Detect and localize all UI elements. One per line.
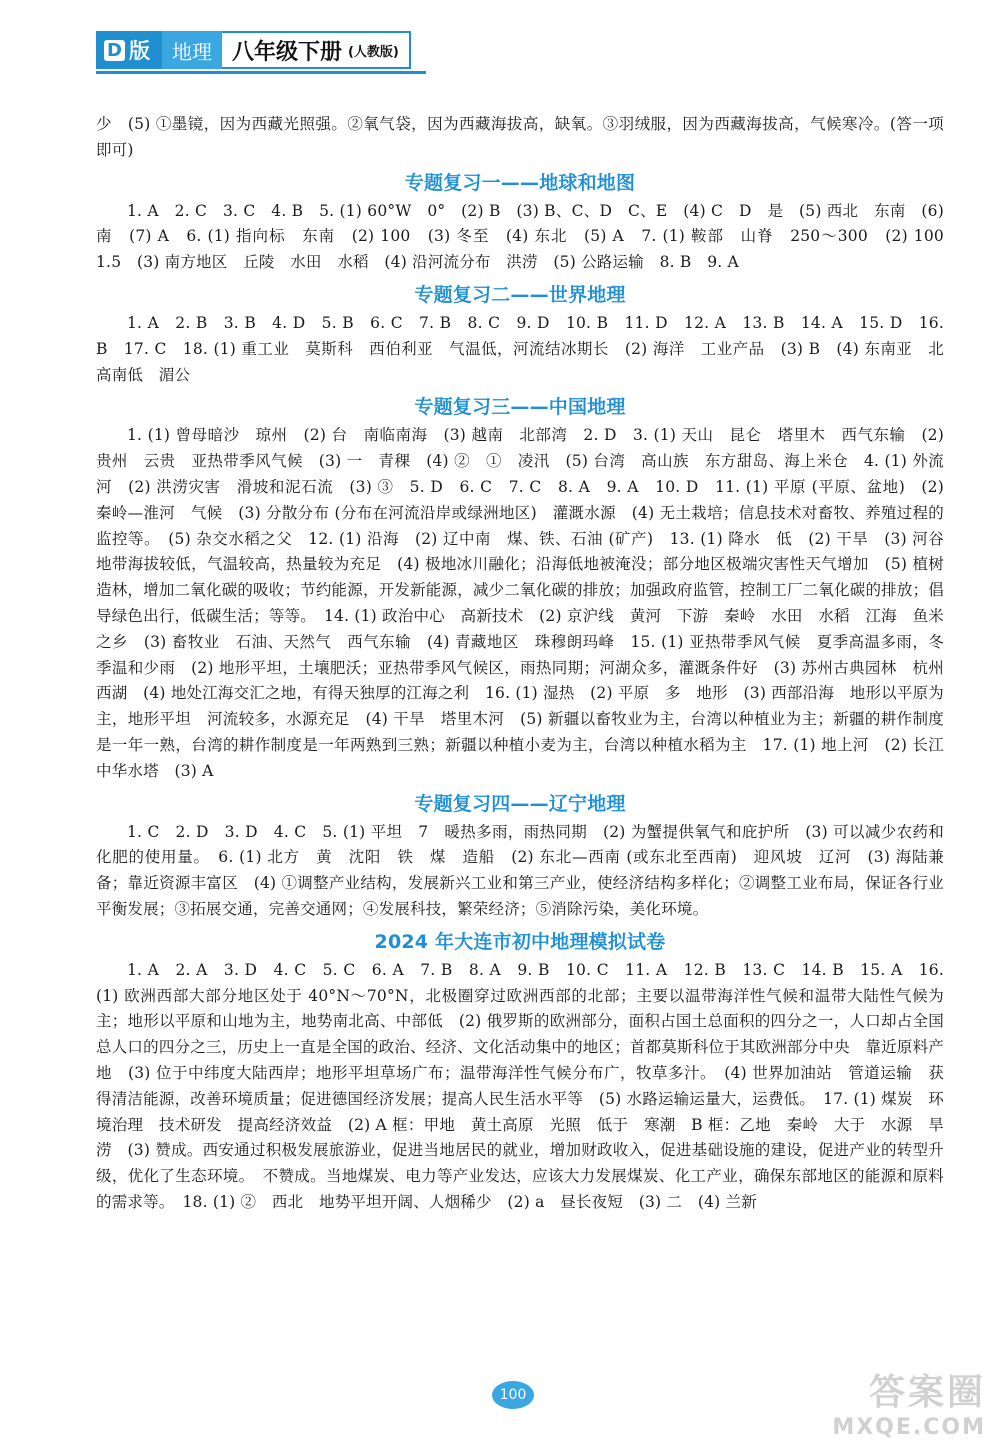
- grade-label: [222, 31, 411, 69]
- badge-letter: D: [104, 40, 125, 61]
- watermark: [832, 1364, 986, 1440]
- header-underline: [96, 71, 426, 74]
- answer-content: [96, 112, 960, 1216]
- subject-label: 地理: [162, 31, 222, 69]
- watermark-url: MXQE.COM: [832, 1415, 986, 1440]
- watermark-logo-text: 答案圈: [868, 1372, 986, 1413]
- section-answers: 1. A 2. C 3. C 4. B 5. (1) 60°W 0° (2) B (3) B、C、D C、E (4) C D 是 (5) 西北 东南 (6) 南 (7) A 6. (1) 指向标 东南 (2) 100 (3) 冬至 (4) 东北 (5) A 7. (1) 鞍部 山脊 250～300 (2) 100 1.5 (3) 南方地区 丘陵 水田 水稻 (4) 沿河流分布 洪涝 (5) 公路运输 8. B 9. A: [96, 201, 960, 272]
- section-title: 2024 年大连市初中地理模拟试卷: [374, 930, 666, 953]
- page-header: [96, 31, 411, 69]
- section-answers: 1. A 2. A 3. D 4. C 5. C 6. A 7. B 8. A 9. B 10. C 11. A 12. B 13. C 14. B 15. A 16. (1) 欧洲西部大部分地区处于 40°N～70°N，北极圈穿过欧洲西部的北部；主要以温带海洋性气候和温带大陆性气候为主；地形以平原和山地为主，地势南北高、中部低 (2) 俄罗斯的欧洲部分，面积占国土总面积的四分之一，人口却占全国总人口的四分之三，历史上一直是全国的政治、经济、文化活动集中的地区；首都莫斯科位于其欧洲部分中央 靠近原料产地 (3) 位于中纬度大陆西岸；地形平坦草场广布；温带海洋性气候分布广，牧草多汁。 (4) 世界加油站 管道运输 获得清洁能源，改善环境质量；促进德国经济发展；提高人民生活水平等 (5) 水路运输运量大，运费低。 17. (1) 煤炭 环境治理 技术研发 提高经济效益 (2) A 框：甲地 黄土高原 光照 低于 寒潮 B 框：乙地 秦岭 大于 水源 旱涝 (3) 赞成。西安通过积极发展旅游业，促进当地居民的就业，增加财政收入，促进基础设施的建设，促进产业的转型升级，优化了生态环境。 不赞成。当地煤炭、电力等产业发达，应该大力发展煤炭、化工产业，确保东部地区的能源和原料的需求等。 18. (1) ② 西北 地势平坦开阔、人烟稀少 (2) a 昼长夜短 (3) 二 (4) 兰新: [96, 960, 944, 1211]
- edition-badge: [96, 31, 162, 69]
- section-title: 专题复习二——世界地理: [414, 283, 626, 306]
- section-title: 专题复习四——辽宁地理: [414, 792, 626, 815]
- section-title: 专题复习一——地球和地图: [404, 171, 636, 194]
- badge-text: 版: [128, 39, 150, 63]
- page-number: 100: [492, 1381, 534, 1409]
- section-answers: 1. (1) 曾母暗沙 琼州 (2) 台 南临南海 (3) 越南 北部湾 2. D 3. (1) 天山 昆仑 塔里木 西气东输 (2) 贵州 云贵 亚热带季风气候 (3) 一 青稞 (4) ② ① 凌汛 (5) 台湾 高山族 东方甜岛、海上米仓 4. (1) 外流河 (2) 洪涝灾害 滑坡和泥石流 (3) ③ 5. D 6. C 7. C 8. A 9. A 10. D 11. (1) 平原 (平原、盆地) (2) 秦岭—淮河 气候 (3) 分散分布 (分布在河流沿岸或绿洲地区) 灌溉水源 (4) 无土栽培；信息技术对畜牧、养殖过程的监控等。 (5) 杂交水稻之父 12. (1) 沿海 (2) 辽中南 煤、铁、石油 (矿产) 13. (1) 降水 低 (2) 干旱 (3) 河谷地带海拔较低，气温较高，热量较为充足 (4) 极地冰川融化；沿海低地被淹没；部分地区极端灾害性天气增加 (5) 植树造林，增加二氧化碳的吸收；节约能源，开发新能源，减少二氧化碳的排放；加强政府监管，控制工厂二氧化碳的排放；倡导绿色出行，低碳生活；等等。 14. (1) 政治中心 高新技术 (2) 京沪线 黄河 下游 秦岭 水田 水稻 江海 鱼米之乡 (3) 畜牧业 石油、天然气 西气东输 (4) 青藏地区 珠穆朗玛峰 15. (1) 亚热带季风气候 夏季高温多雨，冬季温和少雨 (2) 地形平坦，土壤肥沃；亚热带季风气候区，雨热同期；河湖众多，灌溉条件好 (3) 苏州古典园林 杭州西湖 (4) 地处江海交汇之地，有得天独厚的江海之利 16. (1) 湿热 (2) 平原 多 地形 (3) 西部沿海 地形以平原为主，地形平坦 河流较多，水源充足 (4) 干旱 塔里木河 (5) 新疆以畜牧业为主，台湾以种植业为主；新疆的耕作制度是一年一熟，台湾的耕作制度是一年两熟到三熟；新疆以种植小麦为主，台湾以种植水稻为主 17. (1) 地上河 (2) 长江 中华水塔 (3) A: [96, 426, 960, 780]
- section-answers: 1. C 2. D 3. D 4. C 5. (1) 平坦 7 暖热多雨，雨热同期 (2) 为蟹提供氧气和庇护所 (3) 可以减少农药和化肥的使用量。 6. (1) 北方 黄 沈阳 铁 煤 造船 (2) 东北—西南 (或东北至西南) 迎风坡 辽河 (3) 海陆兼备；靠近资源丰富区 (4) ①调整产业结构，发展新兴工业和第三产业，使经济结构多样化；②调整工业布局，保证各行业平衡发展；③拓展交通，完善交通网；④发展科技，繁荣经济；⑤消除污染，美化环境。: [96, 822, 944, 918]
- section-title: 专题复习三——中国地理: [414, 396, 626, 419]
- section-answers: 1. A 2. B 3. B 4. D 5. B 6. C 7. B 8. C 9. D 10. B 11. D 12. A 13. B 14. A 15. D 16. B 17. C 18. (1) 重工业 莫斯科 西伯利亚 气温低，河流结冰期长 (2) 海洋 工业产品 (3) B (4) 东南亚 北高南低 湄公: [96, 313, 944, 384]
- intro-paragraph: 少 (5) ①墨镜，因为西藏光照强。②氧气袋，因为西藏海拔高，缺氧。③羽绒服，因为西藏海拔高，气候寒冷。(答一项即可): [96, 115, 944, 159]
- grade-text: 八年级下册: [231, 39, 342, 65]
- edition-text: (人教版): [347, 44, 399, 60]
